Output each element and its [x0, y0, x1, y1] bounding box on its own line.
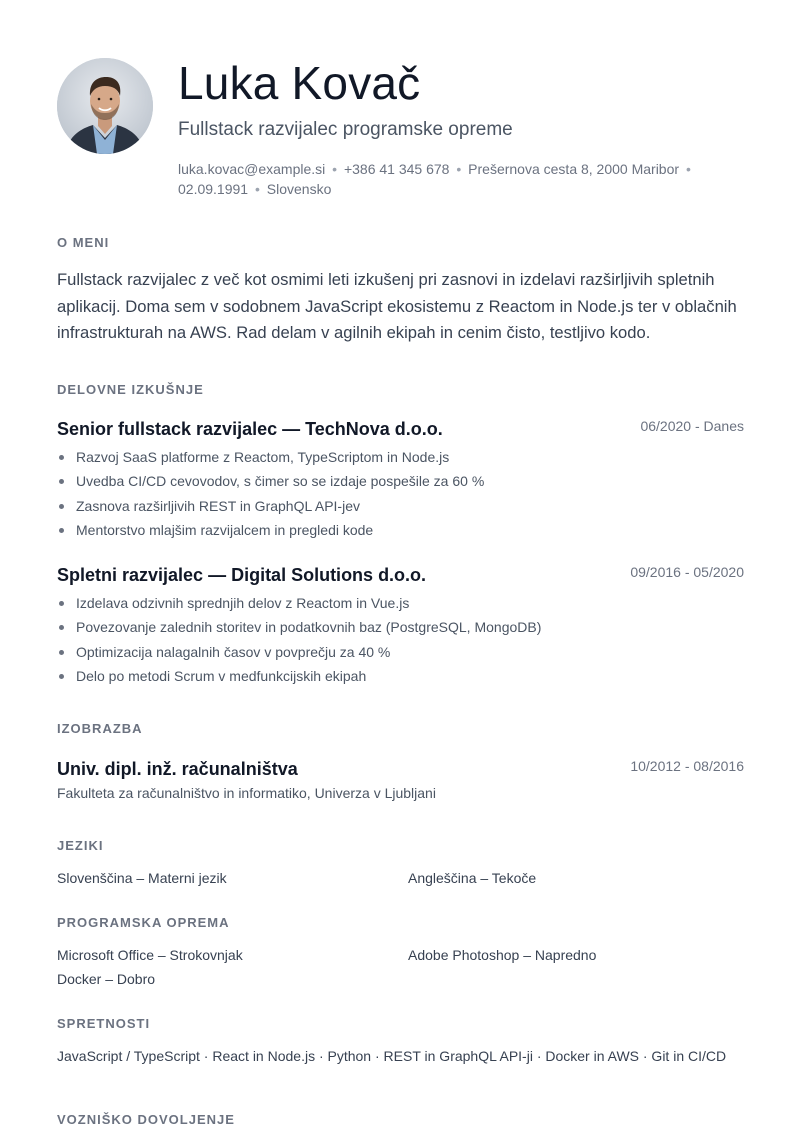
software-item: Docker – Dobro [57, 971, 156, 987]
school-name: Fakulteta za računalništvo in informatiko, Univerza v Ljubljani [57, 785, 436, 801]
separator: • [254, 181, 260, 197]
job-dates: 09/2016 - 05/2020 [630, 564, 744, 580]
job-dates: 06/2020 - Danes [640, 418, 744, 434]
language-item: Slovenščina – Materni jezik [57, 870, 227, 886]
list-item: Delo po metodi Scrum v medfunkcijskih ekipah [57, 664, 744, 688]
job-title: Spletni razvijalec — Digital Solutions d.o.o. [57, 565, 427, 585]
list-item: Povezovanje zalednih storitev in podatkovnih baz (PostgreSQL, MongoDB) [57, 615, 744, 639]
list-item: Optimizacija nalagalnih časov v povprečju za 40 % [57, 640, 744, 664]
profile-photo [57, 58, 153, 154]
job-title: Senior fullstack razvijalec — TechNova d.o.o. [57, 419, 443, 439]
language-item: Angleščina – Tekoče [408, 870, 537, 886]
list-item: Razvoj SaaS platforme z Reactom, TypeScriptom in Node.js [57, 445, 744, 469]
section-heading-skills: SPRETNOSTI [57, 1016, 151, 1031]
education-dates: 10/2012 - 08/2016 [630, 758, 744, 774]
software-item: Microsoft Office – Strokovnjak [57, 947, 243, 963]
contact-line [178, 159, 738, 199]
job-bullets [57, 591, 744, 688]
software-item: Adobe Photoshop – Napredno [408, 947, 597, 963]
contact-address: Prešernova cesta 8, 2000 Maribor [468, 161, 680, 177]
candidate-title: Fullstack razvijalec programske opreme [178, 119, 513, 140]
skills-text: JavaScript / TypeScript · React in Node.js · Python · REST in GraphQL API-ji · Docker in AWS · Git in CI/CD [57, 1048, 727, 1064]
section-heading-experience: DELOVNE IZKUŠNJE [57, 382, 204, 397]
section-heading-languages: JEZIKI [57, 838, 104, 853]
list-item: Zasnova razširljivih REST in GraphQL API-jev [57, 494, 744, 518]
list-item: Uvedba CI/CD cevovodov, s čimer so se izdaje pospešile za 60 % [57, 469, 744, 493]
section-heading-software: PROGRAMSKA OPREMA [57, 915, 230, 930]
about-text: Fullstack razvijalec z več kot osmimi leti izkušenj pri zasnovi in izdelavi razširljivih spletnih aplikacij. Doma sem v sodobnem JavaScript ekosistemu z Reactom in Node.js ter v oblačnih infrastrukturah na AWS. Rad delam v agilnih ekipah in cenim čisto, testljivo kodo. [57, 270, 737, 342]
separator: • [456, 161, 462, 177]
section-heading-education: IZOBRAZBA [57, 721, 143, 736]
candidate-name: Luka Kovač [178, 57, 421, 109]
contact-phone: +386 41 345 678 [343, 161, 450, 177]
job-bullets [57, 445, 744, 542]
contact-country: Slovensko [266, 181, 332, 197]
contact-birthdate: 02.09.1991 [178, 181, 249, 197]
separator: • [685, 161, 691, 177]
degree-title: Univ. dipl. inž. računalništva [57, 759, 298, 779]
section-heading-license: VOZNIŠKO DOVOLJENJE [57, 1112, 235, 1127]
list-item: Izdelava odzivnih sprednjih delov z Reactom in Vue.js [57, 591, 744, 615]
separator: • [332, 161, 338, 177]
section-heading-about: O MENI [57, 235, 110, 250]
avatar [57, 58, 153, 154]
contact-email: luka.kovac@example.si [178, 161, 326, 177]
list-item: Mentorstvo mlajšim razvijalcem in pregledi kode [57, 518, 744, 542]
